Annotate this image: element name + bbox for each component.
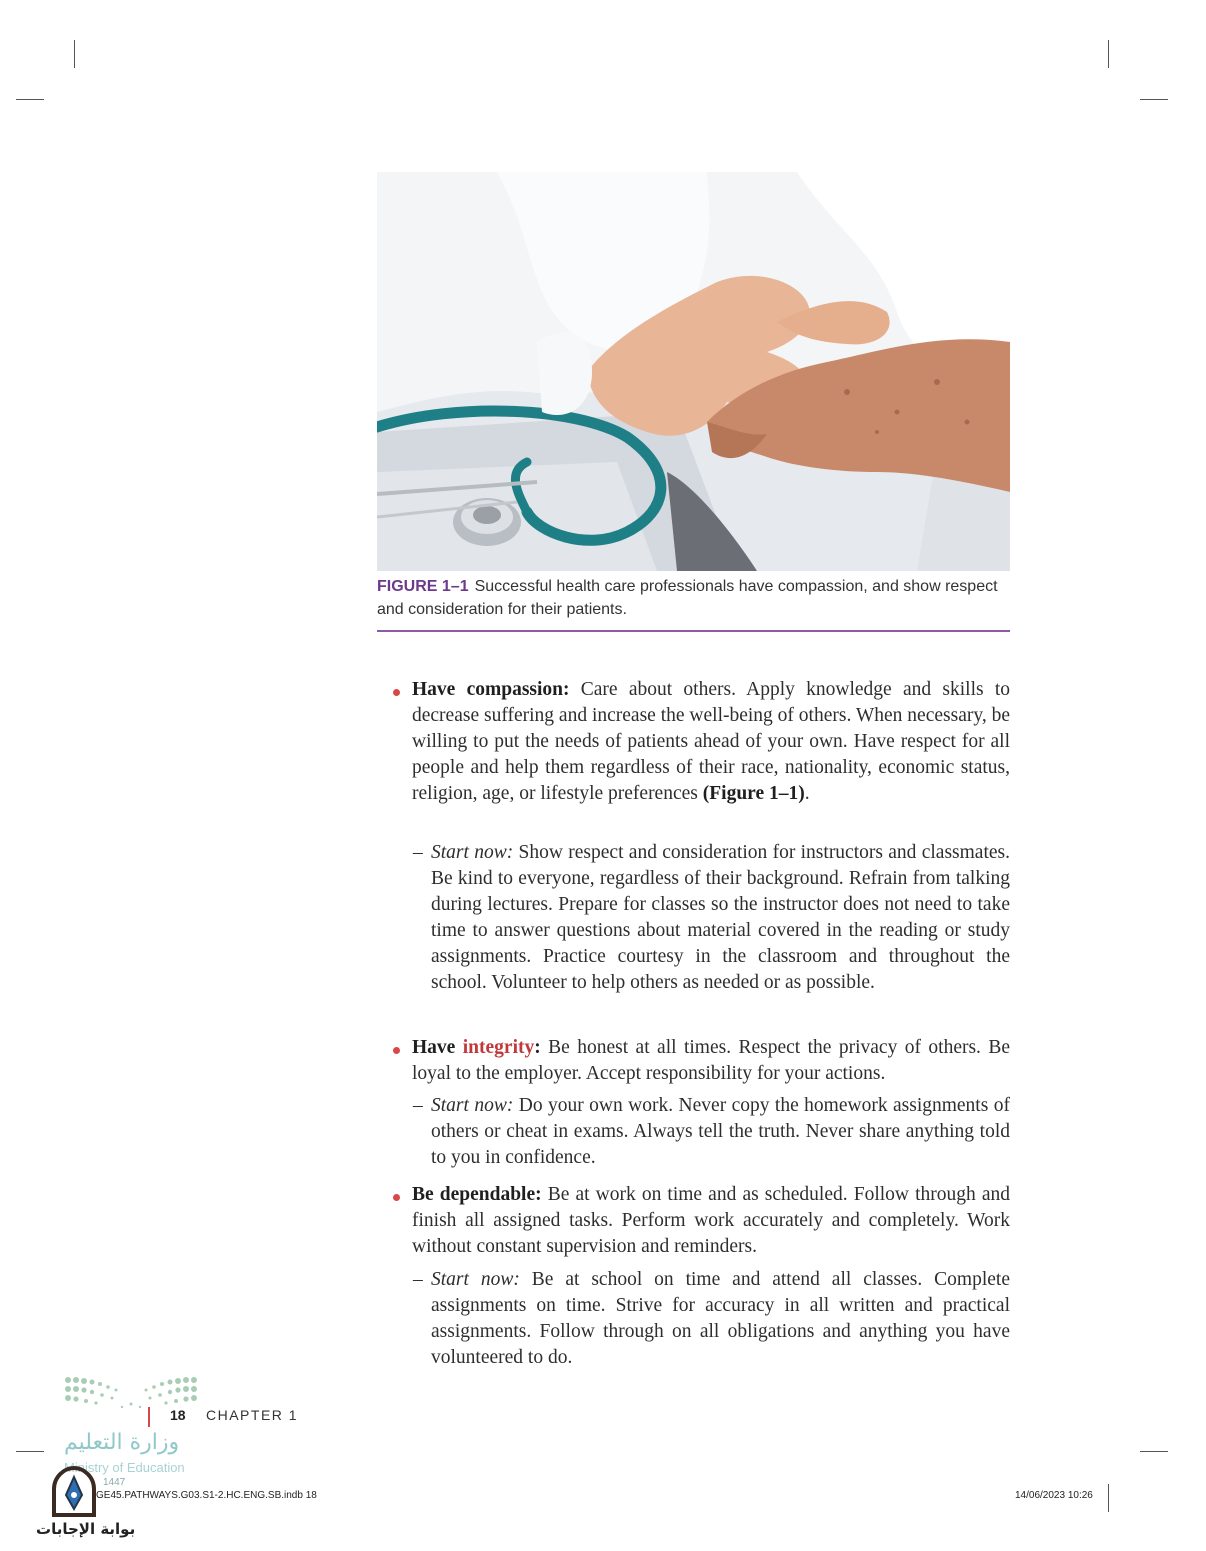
- figure-caption-text: Successful health care professionals have compassion, and show respect and consideration for their patients.: [377, 578, 998, 618]
- start-now-text: Show respect and consideration for instructors and classmates. Be kind to everyone, regardless of their background. Refrain from talking during lectures. Prepare for classes so the instructor does not need to take time to answer questions about material covered in the reading or study assignments. Practice courtesy in the classroom and throughout the school. Volunteer to help others as needed or as possible.: [431, 842, 1010, 993]
- crop-mark: [16, 99, 44, 100]
- key-term-integrity: integrity: [462, 1037, 535, 1058]
- list-item-integrity: [412, 1035, 1010, 1087]
- chapter-label: CHAPTER 1: [206, 1407, 299, 1423]
- caption-divider: [377, 630, 1010, 632]
- item-term-prefix: Have: [412, 1037, 463, 1058]
- crop-mark: [1108, 1484, 1109, 1512]
- item-term-suffix: :: [534, 1037, 541, 1058]
- print-slug: GE45.PATHWAYS.G03.S1-2.HC.ENG.SB.indb 18: [96, 1490, 317, 1501]
- item-punct: .: [804, 783, 810, 804]
- page-number-bar: [148, 1407, 150, 1427]
- crop-mark: [1140, 99, 1168, 100]
- start-now-integrity: [431, 1093, 1010, 1171]
- item-text: Be honest at all times. Respect the privacy of others. Be loyal to the employer. Accept responsibility for your actions.: [412, 1037, 1011, 1084]
- figure-caption: [377, 575, 1010, 621]
- item-text: Be at work on time and as scheduled. Follow through and finish all assigned tasks. Perform work accurately and completely. Work without constant supervision and reminders.: [412, 1184, 1011, 1257]
- start-now-compassion: [431, 840, 1010, 996]
- start-now-label: Start now:: [431, 1269, 520, 1290]
- edition-year: 1447: [103, 1477, 126, 1488]
- start-now-label: Start now:: [431, 1095, 514, 1116]
- item-text: Care about others. Apply knowledge and skills to decrease suffering and increase the well-being of others. When necessary, be willing to put the needs of patients ahead of your own. Have respect for all people and help them regardless of their race, nationality, economic status, religion, age, or lifestyle preferences: [412, 679, 1010, 804]
- dash-icon: –: [413, 1269, 423, 1290]
- dash-icon: –: [413, 842, 423, 863]
- item-term: Have compassion:: [412, 679, 570, 700]
- start-now-dependable: [431, 1267, 1010, 1371]
- crop-mark: [1140, 1451, 1168, 1452]
- bullet-icon: [393, 1047, 400, 1054]
- watermark-icon: [50, 1465, 98, 1519]
- start-now-text: Be at school on time and attend all classes. Complete assignments on time. Strive for accuracy in all written and practical assignments. Follow through on all obligations and anything you have volunteered to do.: [431, 1269, 1010, 1368]
- start-now-text: Do your own work. Never copy the homework assignments of others or cheat in exams. Always tell the truth. Never share anything told to you in confidence.: [431, 1095, 1010, 1168]
- figure-label: FIGURE 1–1: [377, 578, 469, 595]
- figure-reference: (Figure 1–1): [702, 783, 805, 804]
- page-number: 18: [170, 1407, 186, 1423]
- figure-photo: [377, 172, 1010, 571]
- list-item-compassion: [412, 677, 1010, 807]
- list-item-dependable: [412, 1182, 1010, 1260]
- ministry-name-english: Ministry of Education: [64, 1460, 185, 1475]
- crop-mark: [1108, 40, 1109, 68]
- print-datestamp: 14/06/2023 10:26: [1015, 1490, 1093, 1501]
- item-term: Be dependable:: [412, 1184, 542, 1205]
- dash-icon: –: [413, 1095, 423, 1116]
- start-now-label: Start now:: [431, 842, 514, 863]
- bullet-icon: [393, 1194, 400, 1201]
- bullet-icon: [393, 689, 400, 696]
- crop-mark: [74, 40, 75, 68]
- ministry-name-arabic: وزارة التعليم: [64, 1430, 180, 1455]
- watermark-text: بوابة الإجابات: [36, 1520, 136, 1538]
- crop-mark: [16, 1451, 44, 1452]
